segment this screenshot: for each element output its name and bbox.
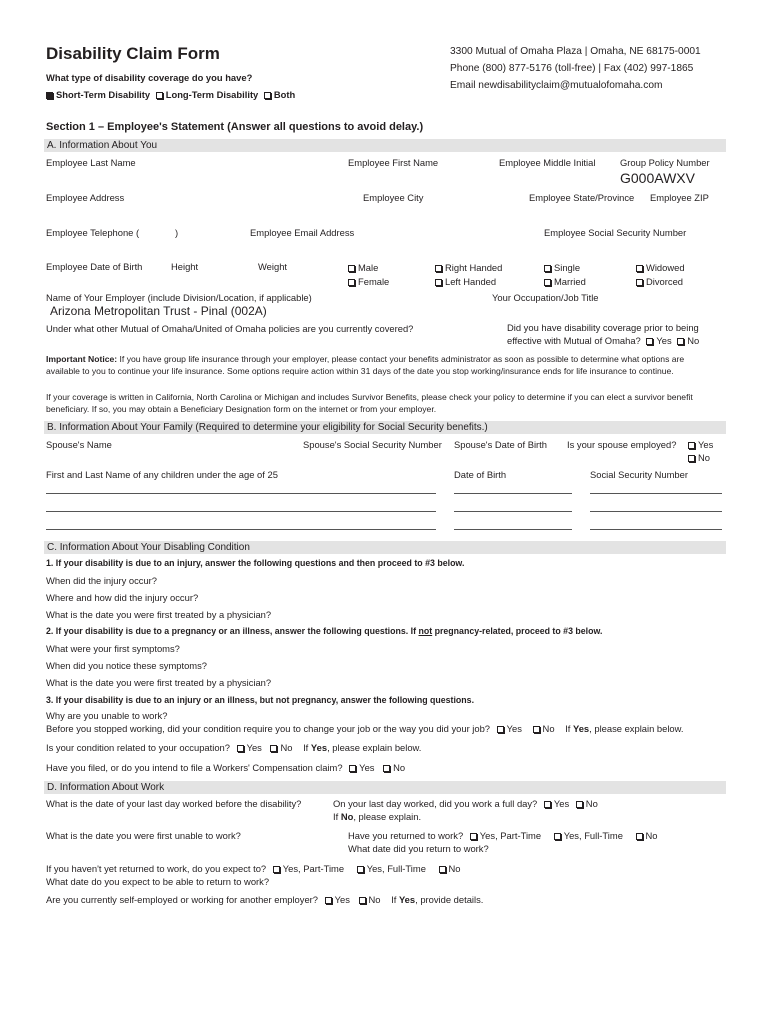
q2c-label: What is the date you were first treated by a physician? — [46, 677, 272, 688]
checkbox-icon[interactable] — [383, 765, 390, 772]
married-option[interactable]: Married — [544, 276, 586, 287]
children-label: First and Last Name of any children under the age of 25 — [46, 469, 278, 480]
checkbox-icon[interactable] — [576, 801, 583, 808]
checkbox-icon[interactable] — [646, 338, 653, 345]
state-label: Employee State/Province — [529, 192, 635, 203]
q1c-label: What is the date you were first treated by a physician? — [46, 609, 272, 620]
question-1: 1. If your disability is due to an injury, answer the following questions and then proceed to #3 below. — [46, 558, 465, 568]
first-unable-label: What is the date you were first unable to work? — [46, 830, 241, 841]
coverage-question: What type of disability coverage do you have? — [46, 72, 253, 83]
checkbox-icon[interactable] — [435, 279, 442, 286]
child-ssn-label: Social Security Number — [590, 469, 688, 480]
important-notice: Important Notice: If you have group life insurance through your employer, please contact your benefits administrator as soon as possible to determine what options are available to you to continue your life insurance. Some options require action within 31 days of the date you stop working/insurance ends for life insurance to continue. — [46, 354, 685, 376]
checkbox-icon[interactable] — [554, 833, 561, 840]
question-3: 3. If your disability is due to an injury or an illness, but not pregnancy, answer the following questions. — [46, 695, 475, 705]
spouse-dob-label: Spouse's Date of Birth — [454, 439, 547, 450]
checkbox-icon[interactable] — [270, 745, 277, 752]
telephone-close: ) — [175, 227, 179, 238]
employer-label: Name of Your Employer (include Division/Location, if applicable) — [46, 292, 312, 303]
male-option[interactable]: Male — [348, 262, 378, 273]
prior-coverage-line-2 — [507, 335, 699, 346]
female-option[interactable]: Female — [348, 276, 389, 287]
email-label: Employee Email Address — [250, 227, 355, 238]
checkbox-icon[interactable] — [636, 279, 643, 286]
checkbox-icon[interactable] — [636, 833, 643, 840]
ssn-label: Employee Social Security Number — [544, 227, 687, 238]
address-label: Employee Address — [46, 192, 125, 203]
telephone-label: Employee Telephone ( — [46, 227, 140, 238]
weight-label: Weight — [258, 261, 288, 272]
q3c-no[interactable]: No — [270, 742, 292, 753]
expect-row: If you haven't yet returned to work, do you expect to? Yes, Part-Time Yes, Full-Time No — [46, 863, 461, 874]
prior-coverage-label-1: Did you have disability coverage prior to being — [507, 322, 699, 333]
q1b-label: Where and how did the injury occur? — [46, 592, 199, 603]
prior-coverage-label-2: effective with Mutual of Omaha? — [507, 335, 641, 346]
checkbox-icon[interactable] — [156, 92, 163, 99]
q3c-row: Is your condition related to your occupation? Yes No If Yes, please explain below. — [46, 742, 422, 753]
prior-coverage-yes[interactable]: Yes — [646, 335, 671, 346]
checkbox-icon[interactable] — [533, 726, 540, 733]
height-label: Height — [171, 261, 199, 272]
checkbox-icon[interactable] — [544, 265, 551, 272]
first-name-label: Employee First Name — [348, 157, 439, 168]
child-ssn-line[interactable] — [590, 493, 722, 494]
spouse-employed-label: Is your spouse employed? — [567, 439, 677, 450]
expect-date-label: What date do you expect to be able to return to work? — [46, 876, 270, 887]
checkbox-icon[interactable] — [46, 92, 53, 99]
coverage-both[interactable]: Both — [264, 89, 295, 100]
child-ssn-line[interactable] — [590, 529, 722, 530]
q3d-yes[interactable]: Yes — [349, 762, 374, 773]
child-name-line[interactable] — [46, 529, 436, 530]
checkbox-icon[interactable] — [435, 265, 442, 272]
checkbox-icon[interactable] — [677, 338, 684, 345]
company-address: 3300 Mutual of Omaha Plaza | Omaha, NE 68175-0001 — [450, 46, 701, 57]
child-dob-line[interactable] — [454, 529, 572, 530]
checkbox-icon[interactable] — [348, 265, 355, 272]
company-phone: Phone (800) 877-5176 (toll-free) | Fax (402) 997-1865 — [450, 63, 694, 74]
checkbox-icon[interactable] — [544, 801, 551, 808]
divorced-option[interactable]: Divorced — [636, 276, 683, 287]
returned-full-time[interactable]: Yes, Full-Time — [554, 830, 623, 841]
company-email: Email newdisabilityclaim@mutualofomaha.com — [450, 80, 663, 91]
coverage-short-term[interactable]: Short-Term Disability — [46, 89, 150, 100]
section-c-bar: C. Information About Your Disabling Condition — [44, 541, 726, 554]
checkbox-icon[interactable] — [349, 765, 356, 772]
checkbox-icon[interactable] — [325, 897, 332, 904]
q1a-label: When did the injury occur? — [46, 575, 157, 586]
full-day-explain: If No, please explain. — [333, 811, 422, 822]
child-dob-label: Date of Birth — [454, 469, 507, 480]
survivor-notice: If your coverage is written in California, North Carolina or Michigan and includes Survivor Benefits, please check your policy to determine if you can elect a survivor benefit beneficiary. If so, you may obtain a Beneficiary Designation form on the internet or from your employer. — [46, 392, 693, 414]
widowed-option[interactable]: Widowed — [636, 262, 685, 273]
right-handed-option[interactable]: Right Handed — [435, 262, 502, 273]
city-label: Employee City — [363, 192, 424, 203]
full-day-no[interactable]: No — [576, 798, 598, 809]
returned-no[interactable]: No — [636, 830, 658, 841]
checkbox-icon[interactable] — [264, 92, 271, 99]
checkbox-icon[interactable] — [544, 279, 551, 286]
form-title: Disability Claim Form — [46, 44, 220, 63]
spouse-ssn-label: Spouse's Social Security Number — [303, 439, 442, 450]
checkbox-icon[interactable] — [439, 866, 446, 873]
checkbox-icon[interactable] — [688, 442, 695, 449]
full-day-row: On your last day worked, did you work a full day? Yes No — [333, 798, 598, 809]
spouse-employed-yes[interactable]: Yes — [688, 439, 713, 450]
child-name-line[interactable] — [46, 511, 436, 512]
q2b-label: When did you notice these symptoms? — [46, 660, 208, 671]
expect-no[interactable]: No — [439, 863, 461, 874]
checkbox-icon[interactable] — [359, 897, 366, 904]
middle-initial-label: Employee Middle Initial — [499, 157, 596, 168]
spouse-name-label: Spouse's Name — [46, 439, 112, 450]
self-employed-row: Are you currently self-employed or working for another employer? Yes No If Yes, provide details. — [46, 894, 484, 905]
q3d-no[interactable]: No — [383, 762, 405, 773]
last-day-label: What is the date of your last day worked before the disability? — [46, 798, 302, 809]
checkbox-icon[interactable] — [497, 726, 504, 733]
employer-value[interactable]: Arizona Metropolitan Trust - Pinal (002A) — [50, 304, 267, 318]
q3c-yes[interactable]: Yes — [237, 742, 262, 753]
left-handed-option[interactable]: Left Handed — [435, 276, 496, 287]
last-name-label: Employee Last Name — [46, 157, 136, 168]
section-a-bar: A. Information About You — [44, 139, 726, 152]
expect-full-time[interactable]: Yes, Full-Time — [357, 863, 426, 874]
checkbox-icon[interactable] — [688, 455, 695, 462]
child-name-line[interactable] — [46, 493, 436, 494]
zip-label: Employee ZIP — [650, 192, 709, 203]
occupation-label: Your Occupation/Job Title — [492, 292, 599, 303]
checkbox-icon[interactable] — [470, 833, 477, 840]
checkbox-icon[interactable] — [357, 866, 364, 873]
group-policy-value[interactable]: G000AWXV — [620, 170, 695, 186]
q2a-label: What were your first symptoms? — [46, 643, 180, 654]
child-dob-line[interactable] — [454, 511, 572, 512]
prior-coverage-no[interactable]: No — [677, 335, 699, 346]
return-date-label: What date did you return to work? — [348, 843, 489, 854]
returned-part-time[interactable]: Yes, Part-Time — [470, 830, 541, 841]
returned-row: Have you returned to work? Yes, Part-Time Yes, Full-Time No — [348, 830, 658, 841]
section-b-bar: B. Information About Your Family (Required to determine your eligibility for Social Security benefits.) — [44, 421, 726, 434]
child-dob-line[interactable] — [454, 493, 572, 494]
group-policy-label: Group Policy Number — [620, 157, 710, 168]
full-day-yes[interactable]: Yes — [544, 798, 569, 809]
self-employed-yes[interactable]: Yes — [325, 894, 350, 905]
section1-heading: Section 1 – Employee's Statement (Answer all questions to avoid delay.) — [46, 121, 424, 133]
dob-label: Employee Date of Birth — [46, 261, 143, 272]
checkbox-icon[interactable] — [636, 265, 643, 272]
checkbox-icon[interactable] — [273, 866, 280, 873]
self-employed-no[interactable]: No — [359, 894, 381, 905]
expect-part-time[interactable]: Yes, Part-Time — [273, 863, 344, 874]
other-policies-label: Under what other Mutual of Omaha/United of Omaha policies are you currently covered? — [46, 323, 414, 334]
q3b-yes[interactable]: Yes — [497, 723, 522, 734]
coverage-long-term[interactable]: Long-Term Disability — [156, 89, 259, 100]
checkbox-icon[interactable] — [237, 745, 244, 752]
single-option[interactable]: Single — [544, 262, 580, 273]
question-2: 2. If your disability is due to a pregnancy or an illness, answer the following questions. If not pregnancy-related, proceed to #3 below. — [46, 626, 603, 636]
q3b-row: Before you stopped working, did your condition require you to change your job or the way you did your job? Yes No If Yes, please explain below. — [46, 723, 684, 734]
q3b-no[interactable]: No — [533, 723, 555, 734]
q3d-row: Have you filed, or do you intend to file a Workers' Compensation claim? Yes No — [46, 762, 406, 773]
checkbox-icon[interactable] — [348, 279, 355, 286]
coverage-options — [46, 89, 295, 100]
spouse-employed-no[interactable]: No — [688, 452, 710, 463]
q3a-label: Why are you unable to work? — [46, 710, 168, 721]
child-ssn-line[interactable] — [590, 511, 722, 512]
section-d-bar: D. Information About Work — [44, 781, 726, 794]
